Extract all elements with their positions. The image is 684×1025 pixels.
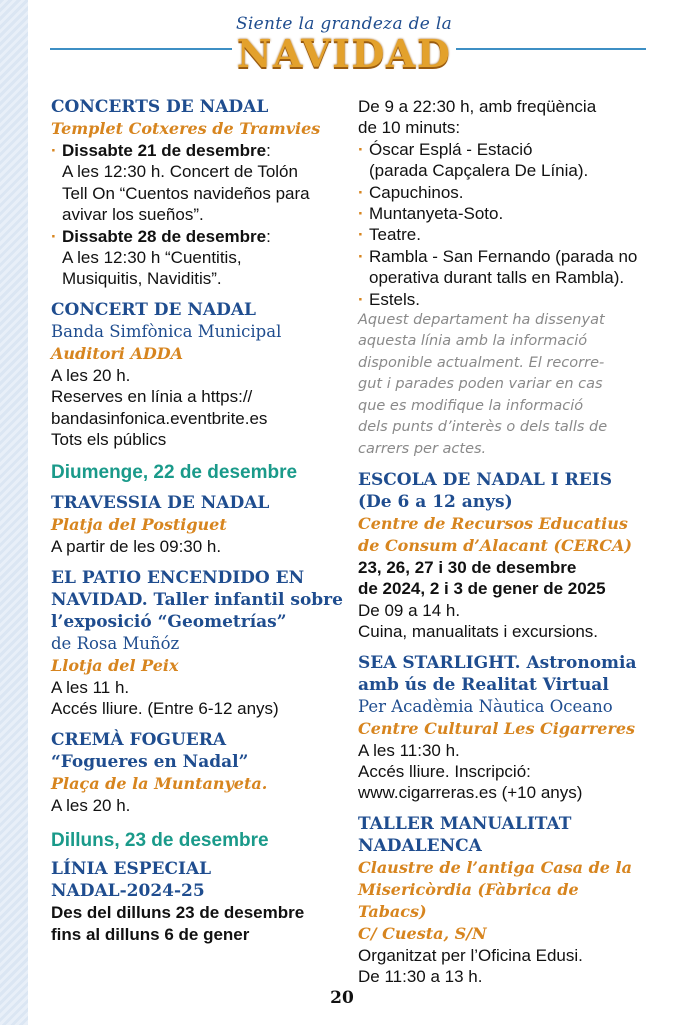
event-venue: Platja del Postiguet xyxy=(51,515,227,535)
event-venue: de Consum d’Alacant (CERCA) xyxy=(358,535,632,555)
event-linia-especial xyxy=(51,858,347,945)
stop-label: Teatre. xyxy=(369,225,421,245)
date-suffix: : xyxy=(266,226,271,246)
event-line: Musiquitis, Naviditis”. xyxy=(62,269,222,289)
left-column xyxy=(51,96,347,945)
bullet-dot-icon: · xyxy=(358,139,364,159)
event-venue: Centre de Recursos Educatius xyxy=(358,513,628,533)
event-title: TRAVESSIA DE NADAL xyxy=(51,493,270,514)
stop-detail: (parada Capçalera De Línia). xyxy=(369,161,589,181)
note-line: Aquest departament ha dissenyat xyxy=(358,312,605,329)
event-line: A les 12:30 h. Concert de Tolón xyxy=(62,162,298,182)
event-line: A les 20 h. xyxy=(51,365,131,385)
event-title: “Fogueres en Nadal” xyxy=(51,751,249,772)
bullet-dot-icon: · xyxy=(358,246,364,266)
event-line: A les 20 h. xyxy=(51,795,131,815)
event-date: 23, 26, 27 i 30 de desembre xyxy=(358,557,577,577)
stop-label: Rambla - San Fernando (parada no xyxy=(369,246,638,266)
event-subtitle: de Rosa Muñóz xyxy=(51,633,180,653)
event-venue: Claustre de l’antiga Casa de la xyxy=(358,857,632,877)
note-line: aquesta línia amb la informació xyxy=(358,333,588,350)
date-suffix: : xyxy=(266,141,271,160)
event-line: Tell On “Cuentos navideños para xyxy=(62,183,310,203)
stop-item xyxy=(358,139,648,160)
event-subtitle: Per Acadèmia Nàutica Oceano xyxy=(358,696,613,716)
note-line: que es modifique la informació xyxy=(358,397,584,414)
event-taller-manualitat xyxy=(358,813,648,988)
event-venue: Misericòrdia (Fàbrica de Tabacs) xyxy=(358,879,579,921)
event-travessia xyxy=(51,492,347,557)
day-heading-22: Diumenge, 22 de desembre xyxy=(51,462,298,484)
event-venue: Centre Cultural Les Cigarreres xyxy=(358,718,636,738)
logo-big-title: NAVIDAD xyxy=(236,31,452,76)
note-line: dels punts d’interès o dels talls de xyxy=(358,419,608,436)
note-line: gut i parades poden variar en cas xyxy=(358,376,603,393)
event-line: A partir de les 09:30 h. xyxy=(51,537,222,557)
note-line: disponible actualment. El recorre- xyxy=(358,354,605,371)
stop-label: Muntanyeta-Soto. xyxy=(369,204,504,224)
navidad-logo xyxy=(232,12,456,92)
event-venue: Templet Cotxeres de Tramvies xyxy=(51,119,321,138)
bullet-dot-icon: · xyxy=(358,182,364,202)
decorative-side-strip xyxy=(0,0,28,1025)
event-date: de 2024, 2 i 3 de gener de 2025 xyxy=(358,579,606,599)
stop-item xyxy=(358,246,648,267)
event-linia-especial-cont xyxy=(358,96,648,460)
event-sea-starlight xyxy=(358,652,648,804)
event-line: avivar los sueños”. xyxy=(62,205,204,225)
bullet-item xyxy=(51,226,347,247)
event-title: NADAL-2024-25 xyxy=(51,881,205,902)
stop-item xyxy=(358,289,648,310)
event-title: l’exposició “Geometrías” xyxy=(51,611,287,632)
bullet-dot-icon: · xyxy=(358,204,364,224)
day-heading-23: Dilluns, 23 de desembre xyxy=(51,830,269,852)
event-line: A les 11:30 h. xyxy=(358,740,460,760)
event-line: Accés lliure. Inscripció: xyxy=(358,761,531,781)
event-link[interactable]: bandasinfonica.eventbrite.es xyxy=(51,408,268,428)
logo-script-title: Siente la grandeza de la xyxy=(235,14,452,34)
header-rule-right xyxy=(456,48,646,50)
bullet-dot-icon: · xyxy=(358,225,364,245)
header-rule-left xyxy=(50,48,232,50)
event-subtitle: Banda Simfònica Municipal xyxy=(51,321,282,341)
bullet-dot-icon: · xyxy=(51,226,57,246)
event-line: Cuina, manualitats i excursions. xyxy=(358,622,599,642)
event-line: Organitzat per l’Oficina Edusi. xyxy=(358,945,583,965)
bullet-dot-icon: · xyxy=(358,289,364,309)
event-title: CREMÀ FOGUERA xyxy=(51,729,227,750)
event-title: EL PATIO ENCENDIDO EN xyxy=(51,567,305,588)
event-venue: C/ Cuesta, S/N xyxy=(358,923,487,943)
event-line: de 10 minuts: xyxy=(358,118,461,138)
event-crema-foguera xyxy=(51,729,347,816)
event-title: CONCERTS DE NADAL xyxy=(51,97,269,117)
bullet-item xyxy=(51,140,347,161)
stop-detail: operativa durant talls en Rambla). xyxy=(369,268,625,288)
stop-label: Óscar Esplá - Estació xyxy=(369,139,533,159)
event-title: TALLER MANUALITAT xyxy=(358,813,572,834)
event-patio-encendido xyxy=(51,567,347,720)
stop-item xyxy=(358,224,648,245)
event-link[interactable]: www.cigarreras.es (+10 anys) xyxy=(358,783,583,803)
event-date: Dissabte 28 de desembre xyxy=(62,226,267,246)
event-line: A les 12:30 h “Cuentitis, xyxy=(62,248,242,268)
right-column xyxy=(358,96,648,988)
event-line: De 9 a 22:30 h, amb freqüència xyxy=(358,97,597,116)
event-line: Reserves en línia a https:// xyxy=(51,387,253,407)
event-concert-de-nadal xyxy=(51,299,347,451)
event-title: SEA STARLIGHT. Astronomia xyxy=(358,652,637,673)
event-line: De 09 a 14 h. xyxy=(358,600,461,620)
event-line: Accés lliure. (Entre 6-12 anys) xyxy=(51,699,279,719)
stop-label: Estels. xyxy=(369,289,421,309)
event-venue: Plaça de la Muntanyeta. xyxy=(51,773,268,793)
page-number: 20 xyxy=(330,988,354,1008)
event-escola-nadal xyxy=(358,469,648,643)
event-title: (De 6 a 12 anys) xyxy=(358,491,513,512)
event-title: ESCOLA DE NADAL I REIS xyxy=(358,469,612,490)
event-line: De 11:30 a 13 h. xyxy=(358,967,483,987)
stop-item xyxy=(358,203,648,224)
event-line: Tots els públics xyxy=(51,430,167,450)
event-line: Des del dilluns 23 de desembre xyxy=(51,903,305,923)
stop-label: Capuchinos. xyxy=(369,182,464,202)
event-title: NAVIDAD. Taller infantil sobre xyxy=(51,589,343,610)
event-title: LÍNIA ESPECIAL xyxy=(51,859,212,880)
event-title: CONCERT DE NADAL xyxy=(51,299,256,320)
event-date: Dissabte 21 de desembre xyxy=(62,141,267,160)
event-venue: Llotja del Peix xyxy=(51,655,179,675)
stop-item xyxy=(358,182,648,203)
event-line: A les 11 h. xyxy=(51,677,130,697)
event-title: NADALENCA xyxy=(358,835,482,856)
note-line: carrers per actes. xyxy=(358,440,487,457)
event-venue: Auditori ADDA xyxy=(51,343,184,363)
event-title: amb ús de Realitat Virtual xyxy=(358,674,609,695)
bullet-dot-icon: · xyxy=(51,141,57,160)
event-concerts-de-nadal xyxy=(51,96,347,290)
event-line: fins al dilluns 6 de gener xyxy=(51,924,250,944)
